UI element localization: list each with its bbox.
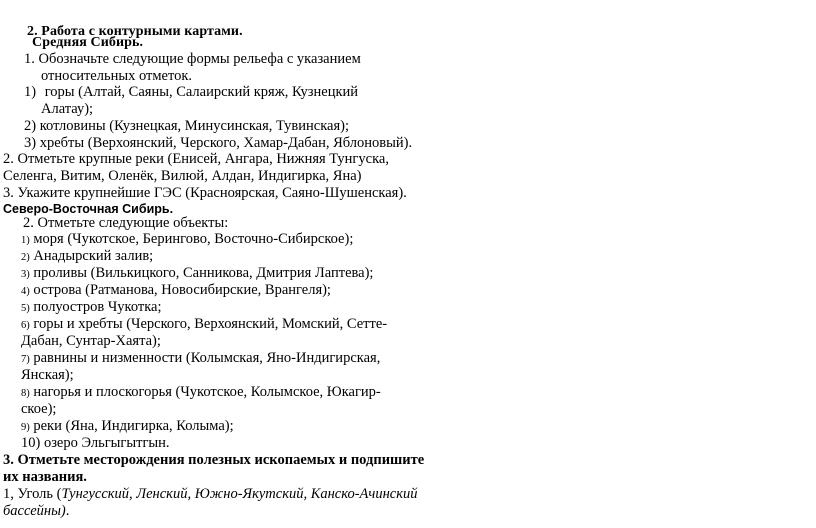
list-item <box>21 265 373 283</box>
list-item <box>21 384 381 402</box>
section-heading: 2. Работа с контурными картами. <box>27 24 243 39</box>
list-item-number: 8) <box>21 388 30 399</box>
northeast-intro: 2. Отметьте следующие объекты: <box>23 215 229 231</box>
coal-label: 1, Уголь ( <box>3 486 62 502</box>
coal-period: . <box>65 503 70 519</box>
item2-text: котловины (Кузнецкая, Минусинская, Тувинская); <box>39 118 350 134</box>
list-item <box>21 299 162 317</box>
list-item <box>21 248 153 266</box>
item1-continuation: Алатау); <box>41 101 94 117</box>
list-item-continuation: ское); <box>21 401 57 417</box>
list-item-number: 5) <box>21 303 30 314</box>
list-item-number: 7) <box>21 354 30 365</box>
subheading-middle-siberia: Средняя Сибирь. <box>32 35 144 50</box>
task2-continuation: Селенга, Витим, Оленёк, Вилюй, Алдан, Индигирка, Яна) <box>3 168 362 184</box>
list-item-text: реки (Яна, Индигирка, Колыма); <box>33 418 234 434</box>
list-item-text: моря (Чукотское, Берингово, Восточно-Сибирское); <box>33 231 354 247</box>
task2-line: 2. Отметьте крупные реки (Енисей, Ангара, Нижняя Тунгуска, <box>3 151 389 167</box>
list-item-number: 2) <box>21 252 30 263</box>
list-item-number: 9) <box>21 422 30 433</box>
subheading-northeast-siberia: Северо-Восточная Сибирь. <box>3 202 174 216</box>
task3-line: 3. Укажите крупнейшие ГЭС (Красноярская, Саяно-Шушенская). <box>3 185 407 201</box>
item1-line <box>24 84 358 101</box>
task1-line <box>24 51 361 68</box>
task1-text: Обозначьте следующие формы рельефа с указанием <box>38 51 361 67</box>
list-item <box>21 350 380 368</box>
deposits-heading-continuation: их названия. <box>3 469 87 485</box>
item2-number: 2) <box>24 118 37 134</box>
item1-number: 1) <box>24 84 37 100</box>
list-item <box>21 418 234 436</box>
item2-line <box>24 118 349 135</box>
coal-line <box>3 486 417 503</box>
item1-text: горы (Алтай, Саяны, Салаирский кряж, Кузнецкий <box>44 84 359 100</box>
item3-line <box>24 135 412 152</box>
coal-basins-end: бассейны) <box>3 503 66 519</box>
list-item-number: 4) <box>21 286 30 297</box>
list-item-text: равнины и низменности (Колымская, Яно-Индигирская, <box>33 350 381 366</box>
list-item-number: 6) <box>21 320 30 331</box>
list-item-text: проливы (Вилькицкого, Санникова, Дмитрия Лаптева); <box>33 265 374 281</box>
task1-continuation: относительных отметок. <box>41 68 193 84</box>
list-item <box>21 316 387 334</box>
list-item-continuation: Янская); <box>21 367 74 383</box>
list-item-text: горы и хребты (Черского, Верхоянский, Момский, Сетте- <box>33 316 388 332</box>
deposits-heading: 3. Отметьте месторождения полезных ископаемых и подпишите <box>3 452 425 468</box>
list-item <box>21 231 353 249</box>
item3-text: хребты (Верхоянский, Черского, Хамар-Дабан, Яблоновый). <box>39 135 413 151</box>
item3-number: 3) <box>24 135 37 151</box>
list-item-number: 1) <box>21 235 30 246</box>
list-item <box>21 282 331 300</box>
list-item-text: нагорья и плоскогорья (Чукотское, Колымское, Юкагир- <box>33 384 381 400</box>
list-item: 10) озеро Эльгыгытгын. <box>21 435 170 451</box>
list-item-text: полуостров Чукотка; <box>33 299 162 315</box>
list-item-text: острова (Ратманова, Новосибирские, Врангеля); <box>33 282 331 298</box>
coal-continuation <box>3 503 69 520</box>
list-item-text: Анадырский залив; <box>33 248 154 264</box>
task1-number: 1. <box>24 51 35 67</box>
coal-basins: Тунгусский, Ленский, Южно-Якутский, Канско-Ачинский <box>61 486 418 502</box>
list-item-number: 3) <box>21 269 30 280</box>
list-item-continuation: Дабан, Сунтар-Хаята); <box>21 333 161 349</box>
